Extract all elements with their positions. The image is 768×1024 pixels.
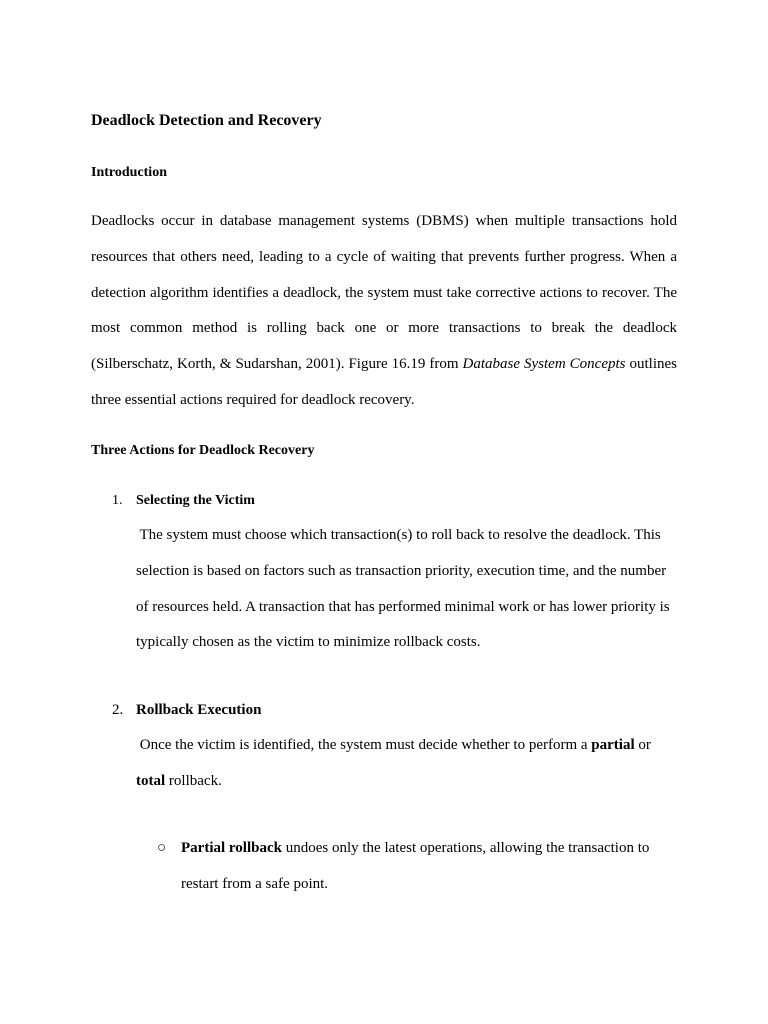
intro-line: detection algorithm identifies a deadlock, the system must take corrective actions to recover. The (91, 284, 677, 301)
item-heading-rollback-execution: Rollback Execution (136, 702, 262, 718)
item-body-selecting-victim (136, 518, 681, 661)
intro-heading: Introduction (91, 165, 167, 180)
intro-citation-line (91, 347, 677, 383)
item-heading-selecting-victim: Selecting the Victim (136, 493, 255, 508)
list-number: 2. (112, 702, 124, 718)
item-text: or (634, 737, 651, 753)
item-line: of resources held. A transaction that has performed minimal work or has lower priority is (136, 598, 670, 615)
item-line: The system must choose which transaction(s) to roll back to resolve the deadlock. This (136, 527, 661, 543)
page-title: Deadlock Detection and Recovery (91, 112, 322, 129)
item-text: rollback. (165, 772, 222, 789)
intro-line: most common method is rolling back one or more transactions to break the deadlock (91, 320, 677, 337)
item-line: selection is based on factors such as transaction priority, execution time, and the number (136, 562, 667, 579)
sub-text: undoes only the latest operations, allowing the transaction to (281, 840, 650, 856)
bold-term-partial: partial (591, 737, 635, 753)
sub-line (181, 830, 661, 866)
item-body-rollback-execution (136, 728, 681, 800)
bullet-circle-icon: ○ (157, 840, 167, 856)
item-line: typically chosen as the victim to minimize rollback costs. (136, 634, 481, 651)
intro-line: three essential actions required for deadlock recovery. (91, 391, 415, 408)
item-line (136, 728, 681, 764)
sub-bullet-partial-rollback (181, 830, 661, 902)
intro-line: Deadlocks occur in database management systems (DBMS) when multiple transactions hold (91, 213, 677, 229)
bold-term-partial-rollback: Partial rollback (181, 840, 282, 856)
citation-text-end: outlines (625, 356, 677, 373)
citation-text: (Silberschatz, Korth, & Sudarshan, 2001). Figure 16.19 from (91, 356, 463, 373)
item-text: Once the victim is identified, the system must decide whether to perform a (136, 737, 592, 753)
intro-paragraph (91, 204, 677, 419)
book-title: Database System Concepts (462, 356, 626, 373)
actions-heading: Three Actions for Deadlock Recovery (91, 443, 315, 458)
list-number: 1. (112, 493, 123, 508)
bold-term-total: total (136, 772, 166, 789)
intro-line: resources that others need, leading to a cycle of waiting that prevents further progress. When a (91, 248, 677, 265)
item-line (136, 764, 681, 800)
sub-line: restart from a safe point. (181, 876, 329, 892)
